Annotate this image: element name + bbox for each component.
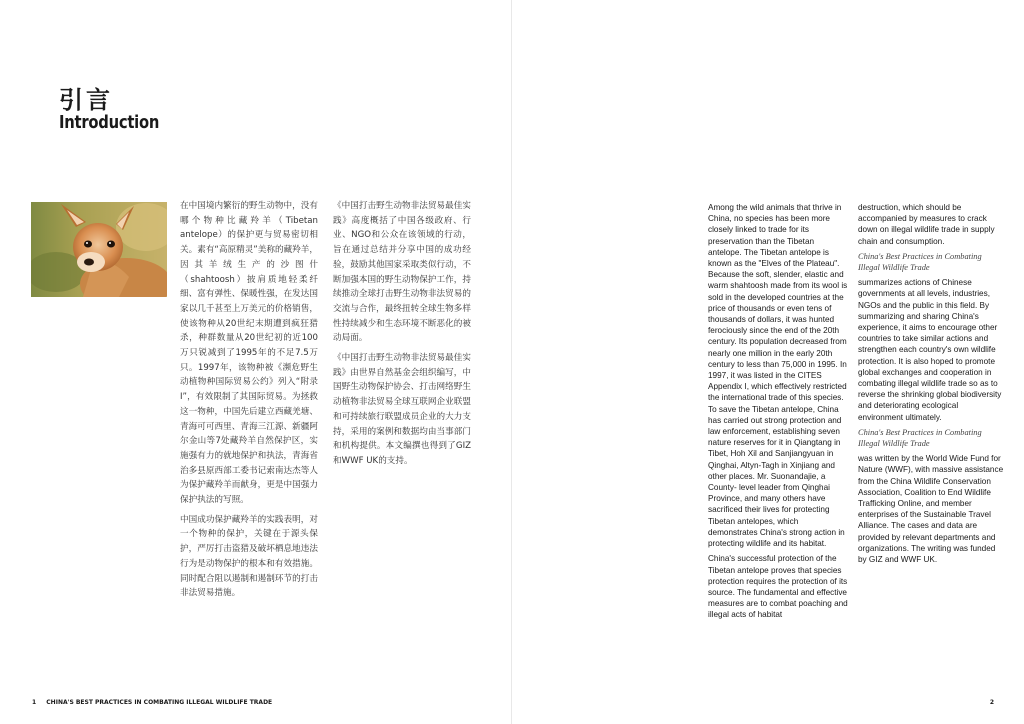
paragraph: 在中国境内繁衍的野生动物中，没有哪个物种比藏羚羊（Tibetan antelope）的保护更与贸易密切相关。素有“高原精灵”美称的藏羚羊，因其羊绒生产的沙图什（shahtoosh）披肩质地轻柔纤细、富有弹性、保暖性强，在发达国家以几千甚至上万美元的价格销售，使该物种从20世纪末期遭到疯狂猎杀，种群数量从20世纪初的近100万只锐减到了1995年的不足7.5万只。1997年，该物种被《濒危野生动植物种国际贸易公约》列入“附录I”，有效限制了其国际贸易。为拯救这一物种，中国先后建立西藏羌塘、青海可可西里、青海三江源、新疆阿尔金山等7处藏羚羊自然保护区，实施强有力的就地保护和执法，青海省治多县原西部工委书记索南达杰等人为保护藏羚羊而献身，更是中国强力保护执法的写照。 (180, 201, 318, 506)
publication-title: China's Best Practices in Combating Illegal Wildlife Trade (858, 427, 982, 449)
chinese-text-column-2 (333, 199, 471, 474)
english-text-column-2 (858, 202, 1004, 569)
page-title-chinese: 引言 (59, 86, 113, 114)
paragraph: 《中国打击野生动物非法贸易最佳实践》由世界自然基金会组织编写，中国野生动物保护协会、打击网络野生动植物非法贸易全球互联网企业联盟和可持续旅行联盟成员企业的大力支持，采用的案例和数据均由当事部门和机构提供。本文编撰也得到了GIZ和WWF UK的支持。 (333, 353, 471, 466)
page-number: 1 (32, 699, 37, 706)
tibetan-antelope-photo (31, 202, 167, 297)
running-footer-title: CHINA'S BEST PRACTICES IN COMBATING ILLEGAL WILDLIFE TRADE (46, 699, 273, 706)
publication-title: China's Best Practices in Combating Illegal Wildlife Trade (858, 251, 982, 273)
page-footer-left (32, 699, 272, 706)
paragraph: 中国成功保护藏羚羊的实践表明，对一个物种的保护，关键在于源头保护，严厉打击盗猎及破坏栖息地违法行为是动物保护的根本和有效措施。同时配合阻以遏制和遏制环节的打击非法贸易措施。 (180, 514, 318, 599)
chinese-text-column-1 (180, 199, 318, 606)
page-title-english: Introduction (59, 112, 160, 133)
paragraph: 《中国打击野生动物非法贸易最佳实践》高度概括了中国各级政府、行业、NGO和公众在该领域的行动，旨在通过总结并分享中国的成功经验，鼓励其他国家采取类似行动，不断加强本国的野生动物保护工作，持续推动全球打击野生动物非法贸易的交流与合作，最终扭转全球生物多样性持续减少和生态环境不断恶化的被动局面。 (333, 201, 471, 344)
right-page (512, 0, 1024, 724)
paragraph: destruction, which should be accompanied by measures to crack down on illegal wildlife trade in supply chain and consumption. (858, 203, 995, 246)
paragraph: was written by the World Wide Fund for Nature (WWF), with massive assistance from the China Wildlife Conservation Association, Coalition to End Wildlife Trafficking Online, and member enterprises of the Sustainable Travel Alliance. The cases and data are provided by relevant departments and organizations. The writing was funded by GIZ and WWF UK. (858, 454, 1004, 565)
paragraph: Among the wild animals that thrive in China, no species has been more closely linked to trade for its preservation than the Tibetan antelope. The Tibetan antelope is known as the "Elves of the Plateau". Because the soft, slender, elastic and warm shahtoosh made from its wool is sold in the developed countries at the price of thousands or even tens of thousands of dollars, it was hunted ferociously since the end of the 20th century. Its population decreased from nearly one million in the early 20th century to less than 75,000 in 1995. In 1997, it was listed in the CITES Appendix I, which effectively restricted the international trade of this species. To save the Tibetan antelope, China has carried out strong protection and law enforcement, establishing seven nature reserves for it in Qiangtang in Tibet, Hoh Xil and Sanjiangyuan in Qinghai, Altyn-Tagh in Xinjiang and other places. Mr. Suonandajie, a County- level leader from Qinghai Province, and many others have sacrificed their lives for protecting Tibetan antelopes, which demonstrates China's strong action in protecting wildlife and its habitat. (708, 203, 848, 549)
paragraph: China's successful protection of the Tibetan antelope proves that species protection requires the protection of its source. The fundamental and effective measures are to combat poaching and illegal acts of habitat (708, 554, 848, 620)
paragraph: summarizes actions of Chinese governments at all levels, industries, NGOs and the public in this field. By summarizing and sharing China's experience, it aims to encourage other countries to take similar actions and strengthen each country's own wildlife protection. It is also hoped to promote global exchanges and cooperation in combating illegal wildlife trade so as to reverse the shrinking global biodiversity and deteriorating ecological environment ultimately. (858, 278, 1002, 422)
page-number: 2 (989, 699, 994, 706)
english-text-column-1 (708, 202, 848, 625)
